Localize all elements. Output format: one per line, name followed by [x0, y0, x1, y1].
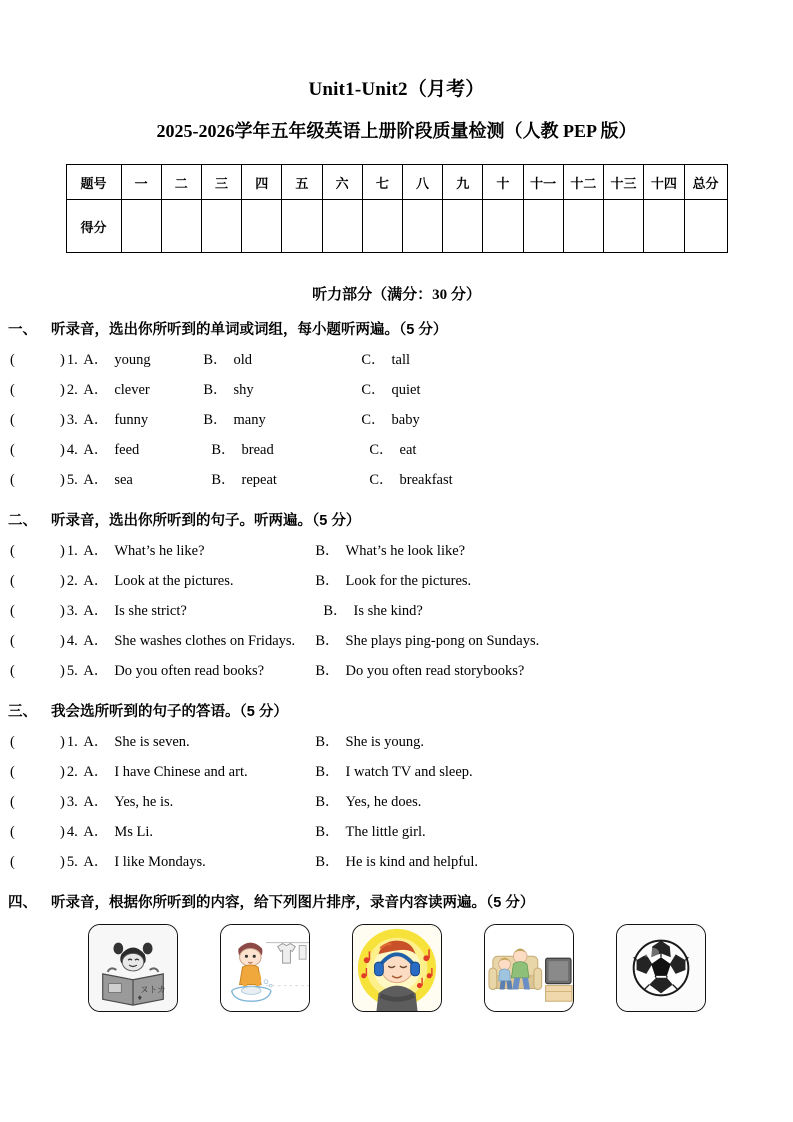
option-a-label: A．	[83, 382, 109, 398]
option-b[interactable]	[315, 787, 421, 817]
option-c[interactable]	[361, 405, 419, 435]
question-row[interactable]	[0, 757, 793, 787]
option-a-text: She washes clothes on Fridays.	[114, 633, 296, 649]
answer-bracket-close: )	[60, 382, 65, 398]
score-table	[66, 164, 728, 253]
score-cell-8[interactable]	[402, 200, 442, 253]
picture-ordering-row	[0, 924, 793, 1012]
score-table-col-5: 五	[282, 165, 322, 200]
score-table-col-12: 十二	[563, 165, 603, 200]
question-list-1	[0, 345, 793, 495]
option-c-label: C．	[361, 352, 386, 368]
option-a[interactable]	[83, 435, 203, 465]
question-number: 1.	[66, 734, 78, 750]
option-a[interactable]	[83, 566, 315, 596]
option-a-text: Yes, he is.	[114, 794, 174, 810]
option-b-text: old	[233, 352, 253, 368]
score-cell-total[interactable]	[684, 200, 727, 253]
section-number-2: 二、	[8, 513, 37, 529]
answer-bracket-close: )	[60, 663, 65, 679]
table-row-scores	[66, 200, 727, 253]
option-b-text: Is she kind?	[353, 603, 423, 619]
section-number-4: 四、	[8, 895, 37, 911]
option-b-label: B．	[315, 734, 340, 750]
option-b[interactable]	[315, 626, 539, 656]
picture-girl-reading-book[interactable]	[88, 924, 178, 1012]
score-table-col-14: 十四	[644, 165, 684, 200]
section-text-4: 听录音，根据你所听到的内容，给下列图片排序，录音内容读两遍。（5 分）	[51, 895, 535, 911]
option-b[interactable]	[203, 435, 369, 465]
page-title: Unit1-Unit2（月考）	[308, 79, 485, 100]
score-cell-1[interactable]	[121, 200, 161, 253]
question-row[interactable]	[0, 656, 793, 686]
option-a-text: Ms Li.	[114, 824, 153, 840]
option-b[interactable]	[203, 345, 361, 375]
question-list-2	[0, 536, 793, 686]
option-a[interactable]	[83, 817, 315, 847]
option-b[interactable]	[315, 536, 465, 566]
option-b-label: B．	[315, 633, 340, 649]
section-number-3: 三、	[8, 704, 37, 720]
question-row[interactable]	[0, 345, 793, 375]
option-a-text: Look at the pictures.	[114, 573, 234, 589]
option-a-text: young	[114, 352, 151, 368]
score-cell-14[interactable]	[644, 200, 684, 253]
answer-bracket-open: (	[10, 603, 15, 619]
option-a-label: A．	[83, 663, 109, 679]
option-c-label: C．	[361, 412, 386, 428]
option-b[interactable]	[203, 405, 361, 435]
score-table-col-11: 十一	[523, 165, 563, 200]
question-row[interactable]	[0, 787, 793, 817]
question-number: 4.	[66, 633, 78, 649]
picture-soccer-ball[interactable]	[616, 924, 706, 1012]
answer-bracket-close: )	[60, 352, 65, 368]
score-cell-5[interactable]	[282, 200, 322, 253]
question-number: 3.	[66, 603, 78, 619]
option-b-text: What’s he look like?	[345, 543, 466, 559]
option-a-label: A．	[83, 573, 109, 589]
score-cell-13[interactable]	[603, 200, 643, 253]
option-b-label: B．	[323, 603, 348, 619]
option-c-label: C．	[369, 472, 394, 488]
option-a-label: A．	[83, 442, 109, 458]
option-b-label: B．	[203, 352, 228, 368]
question-number: 5.	[66, 854, 78, 870]
question-number: 1.	[66, 352, 78, 368]
score-cell-12[interactable]	[563, 200, 603, 253]
score-table-col-8: 八	[402, 165, 442, 200]
option-a[interactable]	[83, 787, 315, 817]
score-table-col-total: 总分	[684, 165, 727, 200]
section-text-1: 听录音，选出你所听到的单词或词组，每小题听两遍。（5 分）	[51, 322, 448, 338]
option-a-label: A．	[83, 764, 109, 780]
question-row[interactable]	[0, 596, 793, 626]
section-number-1: 一、	[8, 322, 37, 338]
option-a-label: A．	[83, 824, 109, 840]
question-number: 3.	[66, 794, 78, 810]
score-table-col-4: 四	[242, 165, 282, 200]
option-b-text: The little girl.	[345, 824, 426, 840]
option-b-text: I watch TV and sleep.	[345, 764, 473, 780]
answer-bracket-close: )	[60, 854, 65, 870]
question-row[interactable]	[0, 727, 793, 757]
score-table-col-7: 七	[362, 165, 402, 200]
option-a-label: A．	[83, 603, 109, 619]
option-a-text: clever	[114, 382, 150, 398]
option-a-label: A．	[83, 734, 109, 750]
answer-bracket-close: )	[60, 543, 65, 559]
answer-bracket-open: (	[10, 573, 15, 589]
score-table-col-10: 十	[483, 165, 523, 200]
question-row[interactable]	[0, 626, 793, 656]
option-a[interactable]	[83, 405, 203, 435]
option-c-text: quiet	[391, 382, 421, 398]
table-row-question-numbers	[66, 165, 727, 200]
option-b-label: B．	[315, 663, 340, 679]
option-a-label: A．	[83, 794, 109, 810]
option-a-text: feed	[114, 442, 140, 458]
answer-bracket-close: )	[60, 573, 65, 589]
option-b-label: B．	[211, 472, 236, 488]
question-number: 5.	[66, 663, 78, 679]
listening-part-title: 听力部分（满分：30 分）	[312, 287, 481, 303]
question-row[interactable]	[0, 465, 793, 495]
question-row[interactable]	[0, 847, 793, 877]
option-b-label: B．	[203, 382, 228, 398]
section-heading-2	[0, 509, 793, 530]
option-a-label: A．	[83, 412, 109, 428]
option-b-text: Yes, he does.	[345, 794, 422, 810]
question-number: 1.	[66, 543, 78, 559]
option-c[interactable]	[369, 435, 416, 465]
question-row[interactable]	[0, 817, 793, 847]
score-table-col-9: 九	[443, 165, 483, 200]
option-a[interactable]	[83, 345, 203, 375]
question-row[interactable]	[0, 435, 793, 465]
answer-bracket-close: )	[60, 472, 65, 488]
answer-bracket-close: )	[60, 824, 65, 840]
option-c-text: tall	[391, 352, 411, 368]
option-a-text: I have Chinese and art.	[114, 764, 248, 780]
answer-bracket-open: (	[10, 824, 15, 840]
option-b[interactable]	[315, 817, 425, 847]
section-heading-4	[0, 891, 793, 912]
option-b[interactable]	[203, 465, 369, 495]
option-b-text: Look for the pictures.	[345, 573, 472, 589]
option-a-text: I like Mondays.	[114, 854, 206, 870]
option-a[interactable]	[83, 757, 315, 787]
answer-bracket-open: (	[10, 854, 15, 870]
answer-bracket-open: (	[10, 734, 15, 750]
option-b[interactable]	[315, 727, 424, 757]
option-a[interactable]	[83, 536, 315, 566]
option-a-label: A．	[83, 633, 109, 649]
option-a[interactable]	[83, 465, 203, 495]
option-a-text: Do you often read books?	[114, 663, 265, 679]
option-b-label: B．	[315, 794, 340, 810]
answer-bracket-open: (	[10, 472, 15, 488]
answer-bracket-close: )	[60, 412, 65, 428]
option-a[interactable]	[83, 596, 315, 626]
option-b-text: He is kind and helpful.	[345, 854, 479, 870]
option-b-label: B．	[315, 824, 340, 840]
section-text-3: 我会选所听到的句子的答语。（5 分）	[51, 704, 288, 720]
question-row[interactable]	[0, 405, 793, 435]
option-b-label: B．	[211, 442, 236, 458]
option-b-text: bread	[241, 442, 274, 458]
picture-family-watching-tv[interactable]	[484, 924, 574, 1012]
option-c-text: baby	[391, 412, 420, 428]
option-a[interactable]	[83, 375, 203, 405]
option-b-label: B．	[315, 573, 340, 589]
option-b[interactable]	[315, 596, 422, 626]
answer-bracket-close: )	[60, 764, 65, 780]
answer-bracket-open: (	[10, 412, 15, 428]
score-cell-11[interactable]	[523, 200, 563, 253]
picture-boy-washing-clothes[interactable]	[220, 924, 310, 1012]
option-c[interactable]	[361, 345, 410, 375]
score-cell-6[interactable]	[322, 200, 362, 253]
question-row[interactable]	[0, 375, 793, 405]
option-b[interactable]	[203, 375, 361, 405]
score-table-col-1: 一	[121, 165, 161, 200]
question-number: 2.	[66, 573, 78, 589]
question-list-3	[0, 727, 793, 877]
option-b-text: Do you often read storybooks?	[345, 663, 525, 679]
option-a-label: A．	[83, 352, 109, 368]
answer-bracket-open: (	[10, 352, 15, 368]
question-row[interactable]	[0, 536, 793, 566]
score-table-col-3: 三	[201, 165, 241, 200]
score-table-col-13: 十三	[603, 165, 643, 200]
option-a[interactable]	[83, 727, 315, 757]
score-cell-9[interactable]	[443, 200, 483, 253]
option-b-label: B．	[315, 854, 340, 870]
picture-boy-listening-music[interactable]	[352, 924, 442, 1012]
question-number: 3.	[66, 412, 78, 428]
score-cell-4[interactable]	[242, 200, 282, 253]
answer-bracket-open: (	[10, 382, 15, 398]
answer-bracket-open: (	[10, 543, 15, 559]
option-b-label: B．	[315, 543, 340, 559]
option-c[interactable]	[361, 375, 420, 405]
option-a-label: A．	[83, 543, 109, 559]
option-a-text: funny	[114, 412, 149, 428]
option-a-text: She is seven.	[114, 734, 190, 750]
question-number: 2.	[66, 764, 78, 780]
option-a-text: sea	[114, 472, 133, 488]
question-number: 4.	[66, 824, 78, 840]
score-cell-2[interactable]	[161, 200, 201, 253]
answer-bracket-close: )	[60, 603, 65, 619]
option-a[interactable]	[83, 656, 315, 686]
option-b-label: B．	[315, 764, 340, 780]
answer-bracket-open: (	[10, 442, 15, 458]
answer-bracket-open: (	[10, 794, 15, 810]
answer-bracket-close: )	[60, 734, 65, 750]
section-heading-1	[0, 318, 793, 339]
answer-bracket-close: )	[60, 794, 65, 810]
option-b[interactable]	[315, 656, 524, 686]
section-text-2: 听录音，选出你所听到的句子。听两遍。（5 分）	[51, 513, 361, 529]
answer-bracket-open: (	[10, 764, 15, 780]
question-row[interactable]	[0, 566, 793, 596]
option-b[interactable]	[315, 757, 472, 787]
svg-text:ヌトカ: ヌトカ	[139, 984, 166, 995]
option-c-label: C．	[361, 382, 386, 398]
question-number: 4.	[66, 442, 78, 458]
option-b-text: repeat	[241, 472, 277, 488]
score-table-wrapper	[66, 164, 728, 253]
option-c[interactable]	[369, 465, 452, 495]
option-b[interactable]	[315, 566, 471, 596]
option-a[interactable]	[83, 626, 315, 656]
option-a-text: What’s he like?	[114, 543, 205, 559]
option-b-label: B．	[203, 412, 228, 428]
answer-bracket-close: )	[60, 442, 65, 458]
option-b-text: She is young.	[345, 734, 425, 750]
option-a-text: Is she strict?	[114, 603, 187, 619]
score-cell-10[interactable]	[483, 200, 523, 253]
question-number: 2.	[66, 382, 78, 398]
option-c-text: breakfast	[399, 472, 453, 488]
option-c-text: eat	[399, 442, 417, 458]
option-a-label: A．	[83, 854, 109, 870]
question-number: 5.	[66, 472, 78, 488]
score-table-row-label: 题号	[66, 165, 121, 200]
score-table-col-2: 二	[161, 165, 201, 200]
option-b-text: She plays ping-pong on Sundays.	[345, 633, 540, 649]
option-b-text: shy	[233, 382, 254, 398]
page-subtitle: 2025-2026学年五年级英语上册阶段质量检测（人教 PEP 版）	[156, 121, 637, 141]
answer-bracket-open: (	[10, 633, 15, 649]
score-table-col-6: 六	[322, 165, 362, 200]
option-a-label: A．	[83, 472, 109, 488]
option-b[interactable]	[315, 847, 478, 877]
score-cell-3[interactable]	[201, 200, 241, 253]
option-b-text: many	[233, 412, 266, 428]
score-cell-7[interactable]	[362, 200, 402, 253]
answer-bracket-close: )	[60, 633, 65, 649]
score-table-row-label-score: 得分	[66, 200, 121, 253]
option-c-label: C．	[369, 442, 394, 458]
section-heading-3	[0, 700, 793, 721]
option-a[interactable]	[83, 847, 315, 877]
answer-bracket-open: (	[10, 663, 15, 679]
